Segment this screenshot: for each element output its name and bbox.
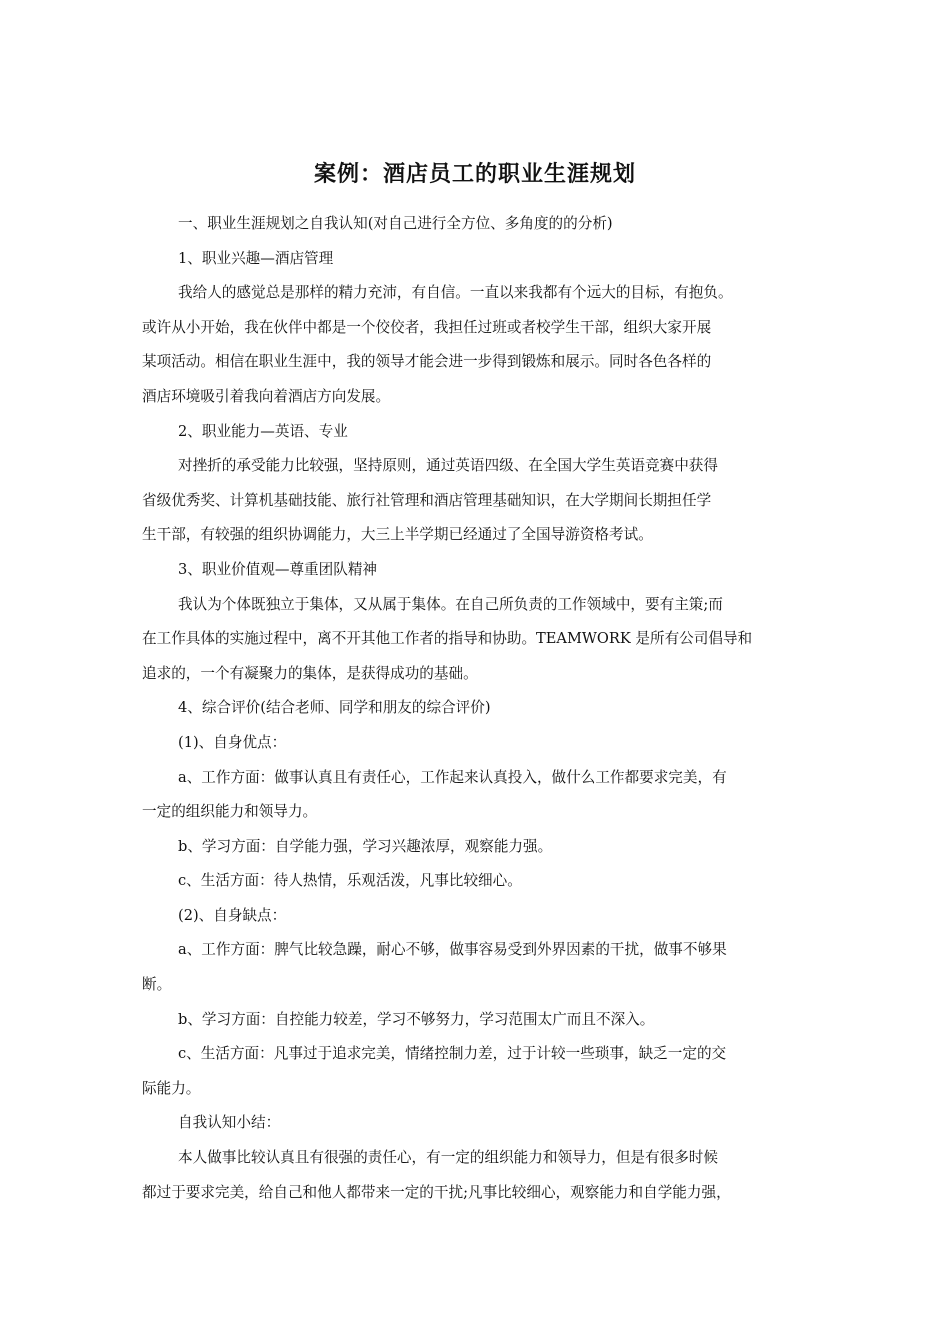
text-line: a、工作方面：脾气比较急躁，耐心不够，做事容易受到外界因素的干扰，做事不够果 [178,941,727,959]
text-line: 一定的组织能力和领导力。 [142,803,318,821]
text-line: 省级优秀奖、计算机基础技能、旅行社管理和酒店管理基础知识，在大学期间长期担任学 [142,491,712,509]
document-title: 案例：酒店员工的职业生涯规划 [313,162,636,187]
text-line: 自我认知小结： [178,1114,281,1132]
text-line: 际能力。 [142,1079,201,1097]
text-line: (2)、自身缺点： [178,906,287,924]
text-line: 追求的，一个有凝聚力的集体，是获得成功的基础。 [142,664,478,682]
document-body [142,207,812,1210]
text-line: 一、职业生涯规划之自我认知(对自己进行全方位、多角度的的分析) [178,215,613,232]
text-line: 或许从小开始，我在伙伴中都是一个佼佼者，我担任过班或者校学生干部，组织大家开展 [142,318,712,336]
text-line: c、生活方面：待人热情，乐观活泼，凡事比较细心。 [178,872,522,890]
text-line: c、生活方面：凡事过于追求完美，情绪控制力差，过于计较一些琐事，缺乏一定的交 [178,1045,727,1063]
text-line: 本人做事比较认真且有很强的责任心，有一定的组织能力和领导力，但是有很多时候 [178,1149,718,1167]
text-line: 在工作具体的实施过程中，离不开其他工作者的指导和协助。TEAMWORK 是所有公司倡导和 [142,630,753,648]
text-line: 都过于要求完美，给自己和他人都带来一定的干扰;凡事比较细心，观察能力和自学能力强， [142,1183,731,1201]
text-line: 我给人的感觉总是那样的精力充沛，有自信。一直以来我都有个远大的目标，有抱负。 [178,284,733,302]
text-line: 3、职业价值观—尊重团队精神 [178,560,378,578]
text-line: (1)、自身优点： [178,733,287,751]
text-line: 对挫折的承受能力比较强，坚持原则，通过英语四级、在全国大学生英语竞赛中获得 [178,457,718,475]
text-line: 我认为个体既独立于集体，又从属于集体。在自己所负责的工作领域中，要有主策;而 [178,595,723,613]
text-line: a、工作方面：做事认真且有责任心，工作起来认真投入，做什么工作都要求完美，有 [178,768,727,786]
text-line: 2、职业能力—英语、专业 [178,422,348,440]
text-line: 1、职业兴趣—酒店管理 [178,249,334,267]
text-line: 生干部，有较强的组织协调能力，大三上半学期已经通过了全国导游资格考试。 [142,526,653,544]
text-line: 酒店环境吸引着我向着酒店方向发展。 [142,387,391,405]
text-line: 某项活动。相信在职业生涯中，我的领导才能会进一步得到锻炼和展示。同时各色各样的 [142,353,712,371]
text-line: b、学习方面：自控能力较差，学习不够努力，学习范围太广而且不深入。 [178,1010,655,1028]
text-line: 断。 [142,976,172,994]
text-line: 4、综合评价(结合老师、同学和朋友的综合评价) [178,699,491,717]
text-line: b、学习方面：自学能力强，学习兴趣浓厚，观察能力强。 [178,837,553,855]
